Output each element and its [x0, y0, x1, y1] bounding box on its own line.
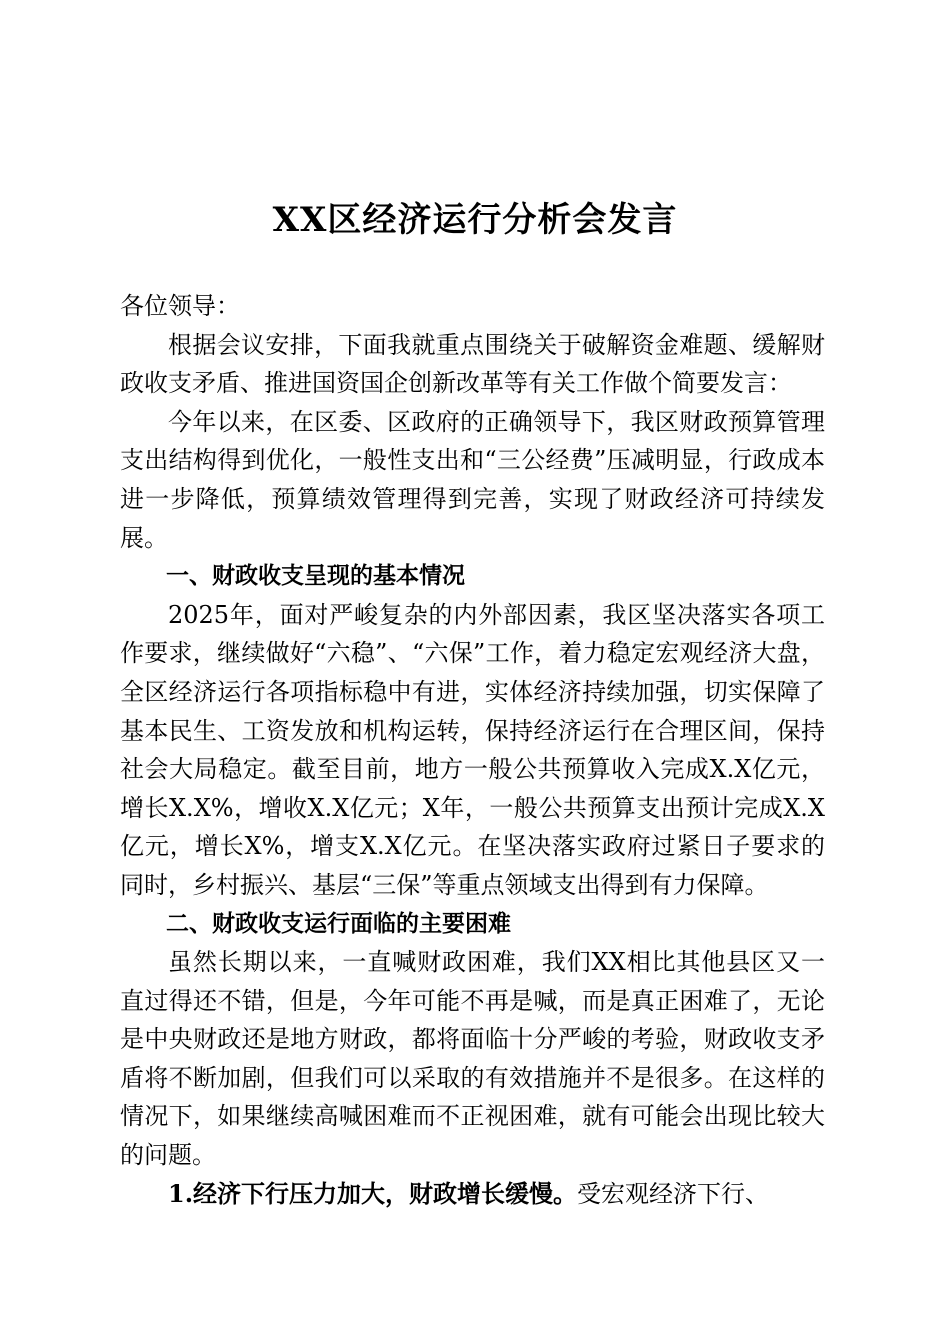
- point-1-lead: 1.经济下行压力加大，财政增长缓慢。: [168, 1178, 578, 1208]
- section-heading-1: 一、财政收支呈现的基本情况: [166, 563, 465, 590]
- point-1-text: 受宏观经济下行、: [577, 1179, 770, 1208]
- section-heading-2: 二、财政收支运行面临的主要困难: [166, 910, 511, 937]
- paragraph-intro: 根据会议安排，下面我就重点围绕关于破解资金难题、缓解财政收支矛盾、推进国资国企创新改革等有关工作做个简要发言：: [120, 330, 825, 398]
- paragraph-section-1: 2025年，面对严峻复杂的内外部因素，我区坚决落实各项工作要求，继续做好“六稳”、“六保”工作，着力稳定宏观经济大盘，全区经济运行各项指标稳中有进，实体经济持续加强，切实保障了基本民生、工资发放和机构运转，保持经济运行在合理区间，保持社会大局稳定。截至目前，地方一般公共预算收入完成X.X亿元，增长X.X%，增收X.X亿元；X年，一般公共预算支出预计完成X.X亿元，增长X%，增支X.X亿元。在坚决落实政府过紧日子要求的同时，乡村振兴、基层“三保”等重点领域支出得到有力保障。: [120, 600, 825, 899]
- document-title: XX区经济运行分析会发言: [272, 200, 678, 240]
- paragraph-point-1: [120, 1175, 825, 1214]
- document-body: [120, 287, 825, 1213]
- paragraph-section-2: 虽然长期以来，一直喊财政困难，我们XX相比其他县区又一直过得还不错，但是，今年可能不再是喊，而是真正困难了，无论是中央财政还是地方财政，都将面临十分严峻的考验，财政收支矛盾将不断加剧，但我们可以采取的有效措施并不是很多。在这样的情况下，如果继续高喊困难而不正视困难，就有可能会出现比较大的问题。: [120, 948, 825, 1170]
- paragraph-overview: 今年以来，在区委、区政府的正确领导下，我区财政预算管理支出结构得到优化，一般性支出和“三公经费”压减明显，行政成本进一步降低，预算绩效管理得到完善，实现了财政经济可持续发展。: [120, 407, 825, 552]
- salutation: 各位领导：: [120, 292, 240, 320]
